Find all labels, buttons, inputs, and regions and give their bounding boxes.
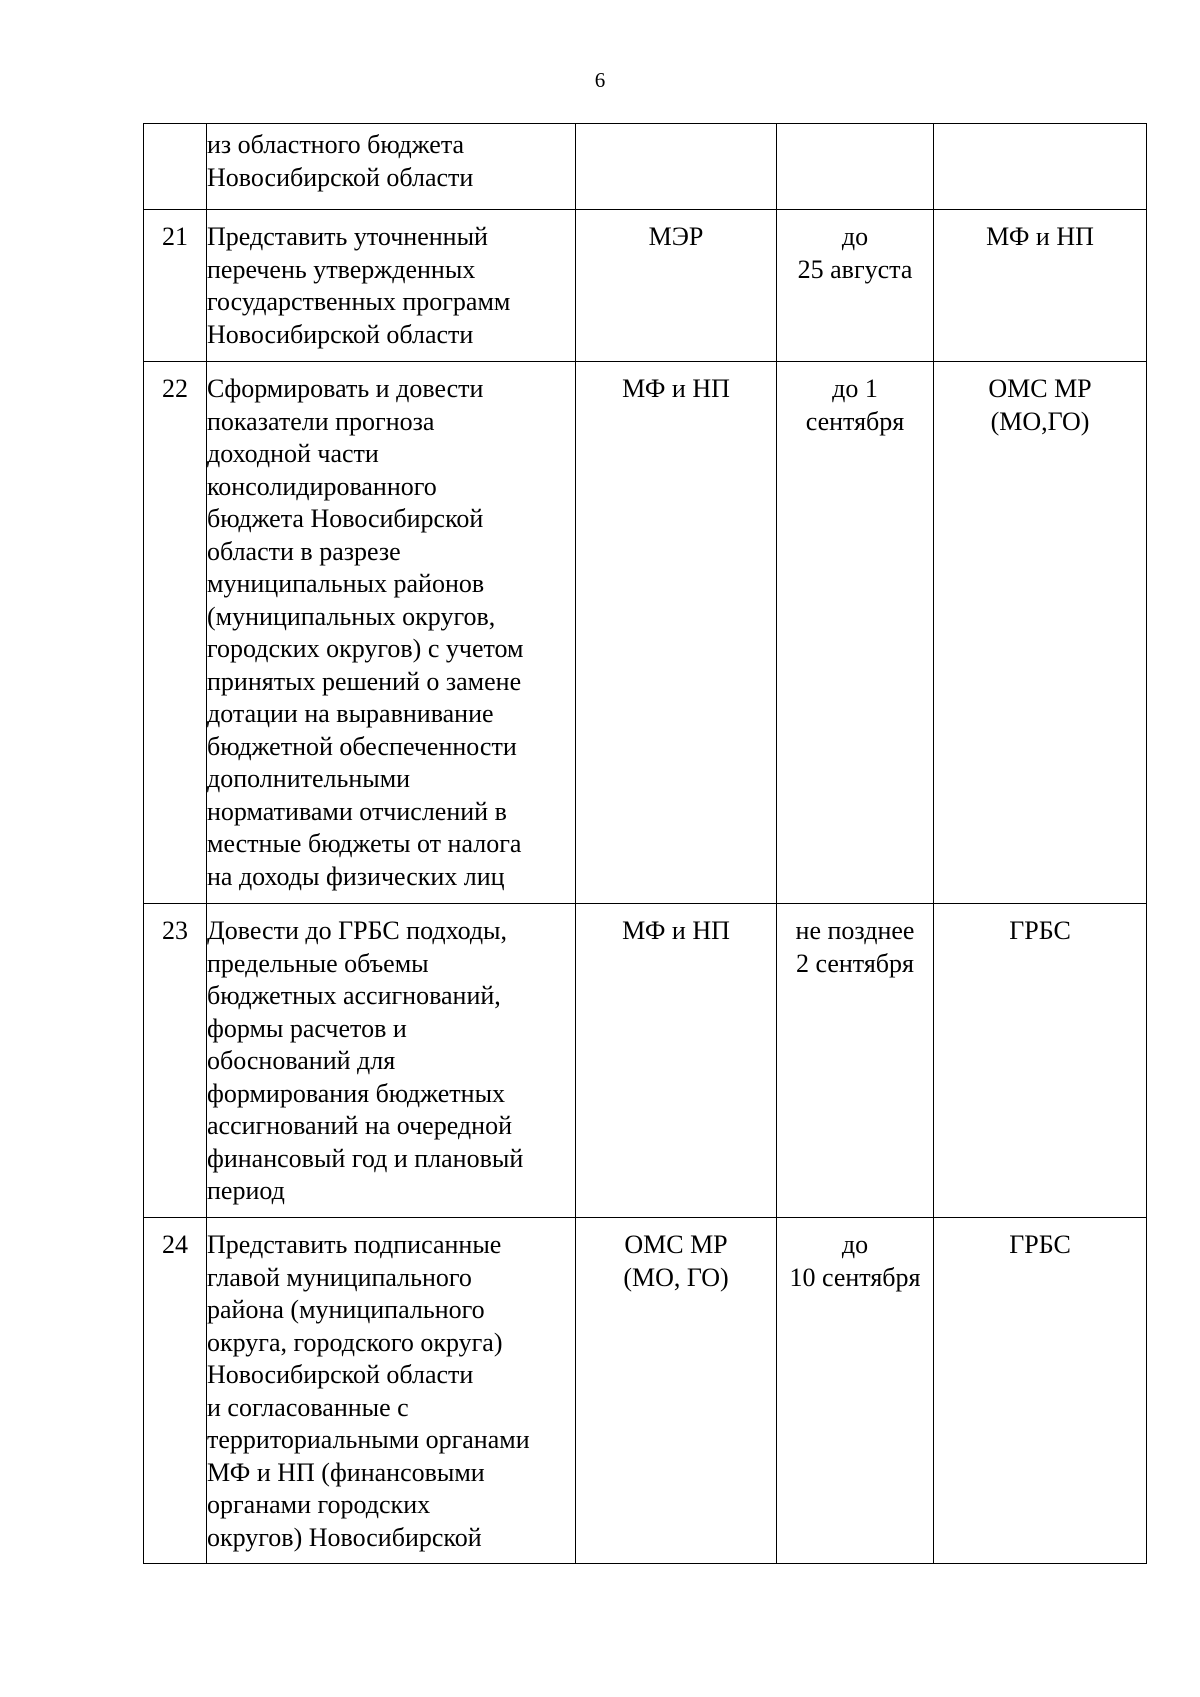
executor-text <box>576 124 776 135</box>
row-number: 23 <box>162 916 188 945</box>
executor-text: МЭР <box>648 222 704 251</box>
term-cell <box>777 210 934 362</box>
task-cell <box>207 904 576 1218</box>
task-text: Сформировать и довести показатели прогноза доходной части консолидированного бюджета Новосибирской области в разрезе муниципальных районов (муниципальных округов, городских округов) с учетом принятых решений о замене дотации на выравнивание бюджетной обеспеченности дополнительными нормативами отчислений в местные бюджеты от налога на доходы физических лиц <box>207 374 524 891</box>
executor-cell <box>576 362 777 904</box>
task-cell <box>207 210 576 362</box>
term-text: до 25 августа <box>797 222 913 284</box>
executor-text: МФ и НП <box>622 374 730 403</box>
term-cell <box>777 904 934 1218</box>
executor-cell <box>576 210 777 362</box>
task-text: Довести до ГРБС подходы, предельные объемы бюджетных ассигнований, формы расчетов и обоснований для формирования бюджетных ассигнований на очередной финансовый год и плановый период <box>207 916 524 1205</box>
plan-table <box>143 123 1147 1564</box>
term-text: не позднее 2 сентября <box>795 916 915 978</box>
task-cell <box>207 124 576 210</box>
recipient-text <box>934 124 1146 135</box>
recipient-cell <box>934 362 1147 904</box>
term-cell <box>777 124 934 210</box>
executor-cell <box>576 124 777 210</box>
executor-text: МФ и НП <box>622 916 730 945</box>
recipient-cell <box>934 124 1147 210</box>
row-number: 22 <box>162 374 188 403</box>
recipient-cell <box>934 904 1147 1218</box>
task-text: из областного бюджета Новосибирской области <box>207 130 474 192</box>
term-text <box>777 124 933 135</box>
row-number-cell <box>144 124 207 210</box>
task-text: Представить уточненный перечень утвержденных государственных программ Новосибирской области <box>207 222 511 349</box>
page-number: 6 <box>594 68 606 92</box>
row-number-cell <box>144 362 207 904</box>
recipient-cell <box>934 1218 1147 1564</box>
recipient-text: ГРБС <box>1009 916 1071 945</box>
row-number-cell <box>144 904 207 1218</box>
recipient-text: ОМС МР (МО,ГО) <box>988 374 1092 436</box>
executor-text: ОМС МР (МО, ГО) <box>623 1230 729 1292</box>
row-number-cell <box>144 1218 207 1564</box>
recipient-cell <box>934 210 1147 362</box>
term-text: до 10 сентября <box>789 1230 921 1292</box>
table-row <box>144 124 1147 210</box>
table-row <box>144 1218 1147 1564</box>
recipient-text: МФ и НП <box>986 222 1094 251</box>
executor-cell <box>576 904 777 1218</box>
task-cell <box>207 1218 576 1564</box>
task-cell <box>207 362 576 904</box>
row-number: 24 <box>162 1230 188 1259</box>
row-number <box>144 124 206 135</box>
executor-cell <box>576 1218 777 1564</box>
table-row <box>144 904 1147 1218</box>
table-row <box>144 210 1147 362</box>
term-cell <box>777 1218 934 1564</box>
recipient-text: ГРБС <box>1009 1230 1071 1259</box>
table-row <box>144 362 1147 904</box>
term-cell <box>777 362 934 904</box>
task-text: Представить подписанные главой муниципального района (муниципального округа, городского округа) Новосибирской области и согласованные с территориальными органами МФ и НП (финансовыми органами городских округов) Новосибирской <box>207 1230 530 1552</box>
row-number: 21 <box>162 222 188 251</box>
row-number-cell <box>144 210 207 362</box>
term-text: до 1 сентября <box>805 374 905 436</box>
